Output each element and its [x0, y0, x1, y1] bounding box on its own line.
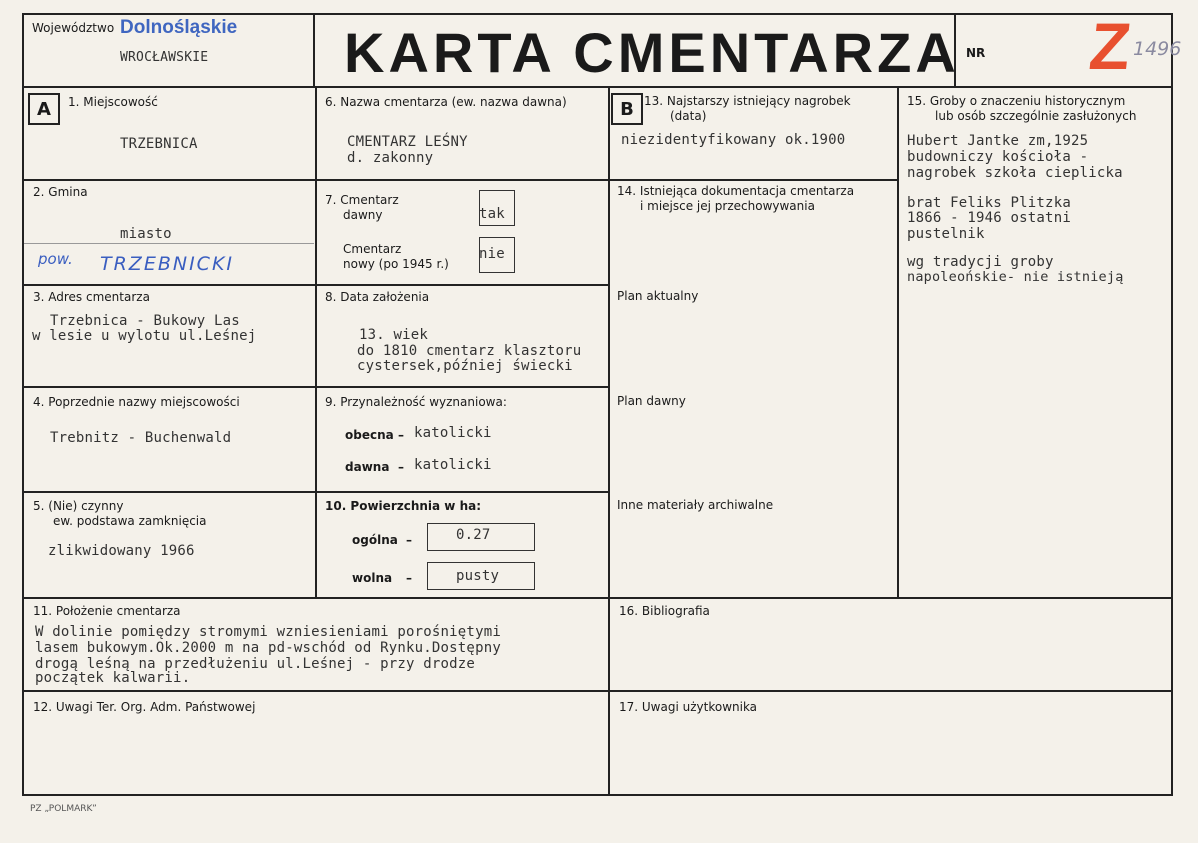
wojewodztwo-typed: WROCŁAWSKIE: [120, 50, 209, 65]
field-9-dawna-value: katolicki: [414, 457, 492, 473]
header-divider: [22, 86, 1173, 88]
field-17-label: 17. Uwagi użytkownika: [619, 700, 758, 714]
field-2-hand-value: TRZEBNICKI: [100, 253, 235, 275]
field-13-label-2: (data): [670, 109, 707, 123]
field-8-value-1: 13. wiek: [359, 327, 429, 343]
row-h13: [608, 179, 899, 181]
field-3-label: 3. Adres cmentarza: [33, 290, 150, 304]
field-15-value-8: napoleońskie- nie istnieją: [907, 269, 1124, 285]
field-15-value-2: budowniczy kościoła -: [907, 149, 1089, 165]
field-6-value-1: CMENTARZ LEŚNY: [347, 134, 468, 150]
col-v3: [897, 88, 899, 598]
field-2-underline: [24, 243, 314, 244]
row-h6: [22, 690, 1173, 692]
field-5-label-1: 5. (Nie) czynny: [33, 499, 124, 513]
field-4-value: Trebnitz - Buchenwald: [50, 430, 232, 446]
col-v1: [315, 88, 317, 598]
row-h2: [22, 284, 610, 286]
field-15-value-6: pustelnik: [907, 226, 985, 242]
col-v2: [608, 88, 610, 794]
inne-materialy-label: Inne materiały archiwalne: [617, 498, 774, 512]
field-15-label-2: lub osób szczególnie zasłużonych: [935, 109, 1137, 123]
nr-letter: Z: [1086, 9, 1135, 83]
row-h1: [22, 179, 610, 181]
field-6-value-2: d. zakonny: [347, 150, 434, 166]
field-7-label: 7. Cmentarz: [325, 193, 399, 207]
field-1-value: TRZEBNICA: [120, 136, 198, 152]
field-11-value-3: drogą leśną na przedłużeniu ul.Leśnej - przy drodze: [35, 656, 476, 672]
field-13-value: niezidentyfikowany ok.1900: [621, 132, 846, 148]
frame-bottom: [22, 794, 1173, 796]
field-3-value-2: w lesie u wylotu ul.Leśnej: [32, 328, 257, 344]
field-12-label: 12. Uwagi Ter. Org. Adm. Państwowej: [33, 700, 256, 714]
frame-top: [22, 13, 1173, 15]
field-8-value-2: do 1810 cmentarz klasztoru: [357, 343, 582, 359]
field-6-label: 6. Nazwa cmentarza (ew. nazwa dawna): [325, 95, 567, 109]
field-9-obecna-value: katolicki: [414, 425, 492, 441]
field-4-label: 4. Poprzednie nazwy miejscowości: [33, 395, 240, 409]
field-10-wolna-value: pusty: [456, 568, 500, 584]
field-7-dawny: dawny: [343, 208, 383, 222]
row-h3: [22, 386, 610, 388]
section-a-badge: A: [28, 93, 60, 125]
field-5-label-2: ew. podstawa zamknięcia: [53, 514, 207, 528]
field-2-value: miasto: [120, 226, 172, 242]
field-10-ogolna: ogólna: [352, 533, 398, 547]
frame-right: [1171, 13, 1173, 796]
field-11-label: 11. Położenie cmentarza: [33, 604, 181, 618]
field-9-obecna-dash: –: [398, 428, 404, 442]
field-7-dawny-value: tak: [479, 206, 505, 222]
row-h5: [22, 597, 1173, 599]
section-b-badge: B: [611, 93, 643, 125]
field-11-value-4: początek kalwarii.: [35, 670, 191, 686]
field-7-nowy-2: nowy (po 1945 r.): [343, 257, 449, 271]
wojewodztwo-stamp: Dolnośląskie: [120, 17, 238, 38]
field-9-dawna: dawna: [345, 460, 390, 474]
frame-left: [22, 13, 24, 796]
field-2-label: 2. Gmina: [33, 185, 88, 199]
printer-mark: PZ „POLMARK”: [30, 804, 97, 814]
field-14-label-1: 14. Istniejąca dokumentacja cmentarza: [617, 184, 855, 198]
header-v1: [313, 13, 315, 88]
field-9-label: 9. Przynależność wyznaniowa:: [325, 395, 507, 409]
field-15-value-3: nagrobek szkoła cieplicka: [907, 165, 1123, 181]
field-10-wolna-dash: –: [406, 571, 412, 585]
nr-label: NR: [966, 46, 986, 60]
page-title: KARTA CMENTARZA: [344, 21, 960, 84]
field-15-value-5: 1866 - 1946 ostatni: [907, 210, 1071, 226]
field-8-value-3: cystersek,później świecki: [357, 358, 573, 374]
field-10-wolna: wolna: [352, 571, 393, 585]
field-15-value-4: brat Feliks Plitzka: [907, 195, 1071, 211]
plan-dawny-label: Plan dawny: [617, 394, 686, 408]
field-16-label: 16. Bibliografia: [619, 604, 710, 618]
wojewodztwo-label: Województwo: [32, 21, 115, 35]
field-10-ogolna-value: 0.27: [456, 527, 491, 543]
field-10-label: 10. Powierzchnia w ha:: [325, 499, 482, 513]
field-1-label: 1. Miejscowość: [68, 95, 158, 109]
field-9-dawna-dash: –: [398, 460, 404, 474]
field-15-value-1: Hubert Jantke zm,1925: [907, 133, 1089, 149]
field-13-label-1: 13. Najstarszy istniejący nagrobek: [644, 94, 851, 108]
nr-number: 1496: [1133, 38, 1182, 60]
field-9-obecna: obecna: [345, 428, 394, 442]
field-7-nowy-value: nie: [479, 246, 505, 262]
field-8-label: 8. Data założenia: [325, 290, 430, 304]
field-3-value-1: Trzebnica - Bukowy Las: [50, 313, 240, 329]
row-h4: [22, 491, 610, 493]
plan-aktualny-label: Plan aktualny: [617, 289, 699, 303]
field-11-value-2: lasem bukowym.Ok.2000 m na pd-wschód od Rynku.Dostępny: [35, 640, 501, 656]
field-14-label-2: i miejsce jej przechowywania: [640, 199, 815, 213]
field-7-nowy-1: Cmentarz: [343, 242, 402, 256]
field-10-ogolna-dash: –: [406, 533, 412, 547]
field-15-label-1: 15. Groby o znaczeniu historycznym: [907, 94, 1126, 108]
field-11-value-1: W dolinie pomiędzy stromymi wzniesieniami porośniętymi: [35, 624, 501, 640]
field-5-value: zlikwidowany 1966: [48, 543, 195, 559]
field-15-value-7: wg tradycji groby: [907, 254, 1054, 270]
field-2-hand-prefix: pow.: [38, 250, 73, 268]
